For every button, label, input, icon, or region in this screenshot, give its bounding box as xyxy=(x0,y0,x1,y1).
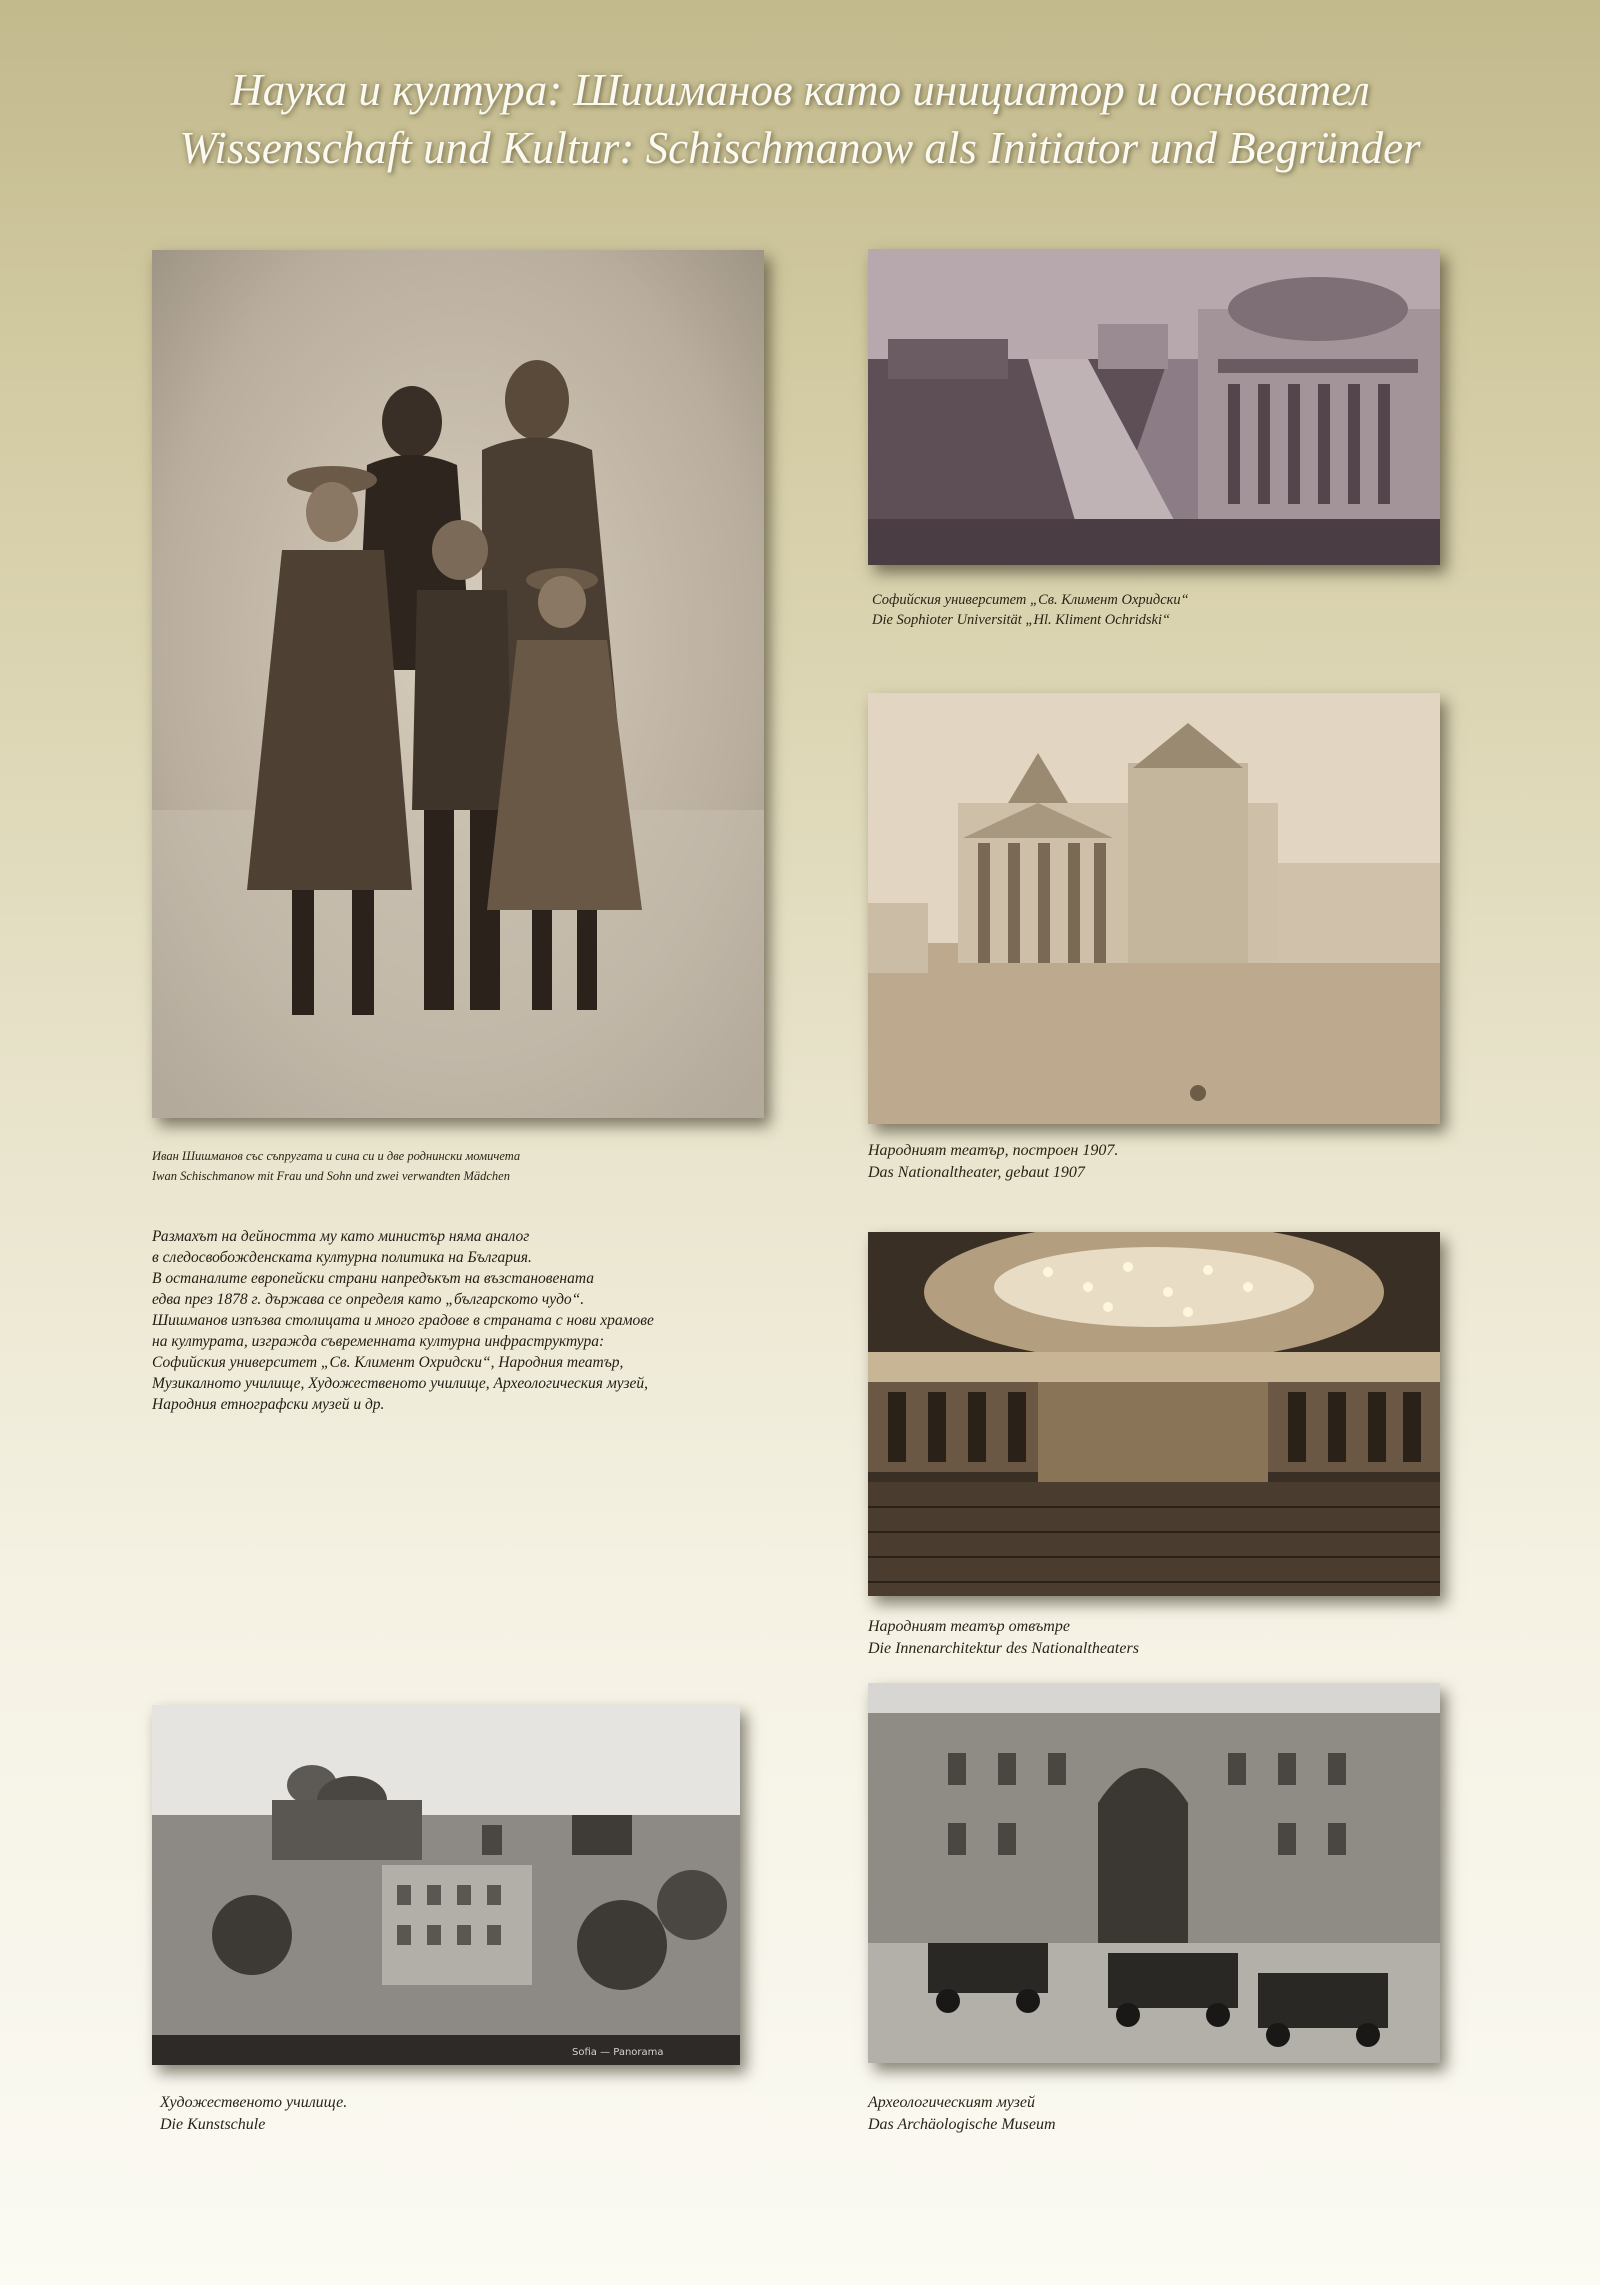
theatre-interior-caption-de: Die Innenarchitektur des Nationaltheaters xyxy=(868,1640,1139,1657)
theatre-photo xyxy=(868,693,1440,1124)
university-caption-bg: Софийския университет „Св. Климент Охридски“ xyxy=(872,592,1189,608)
museum-caption-de: Das Archäologische Museum xyxy=(868,2116,1056,2133)
body-line: едва през 1878 г. държава се определя като „българското чудо“. xyxy=(152,1291,585,1308)
family-caption-bg: Иван Шишманов със съпругата и сина си и две роднински момичета xyxy=(152,1149,521,1163)
body-line: в следосвобожденската културна политика на България. xyxy=(152,1249,532,1266)
theatre-caption xyxy=(868,1140,1118,1184)
body-line: Шишманов изпъзва столицата и много градове в страната с нови храмове xyxy=(152,1312,654,1329)
university-photo xyxy=(868,249,1440,565)
body-line: Софийския университет „Св. Климент Охридски“, Народния театър, xyxy=(152,1354,624,1371)
art-school-caption-de: Die Kunstschule xyxy=(160,2116,266,2133)
body-line: Размахът на дейността му като министър няма аналог xyxy=(152,1228,530,1245)
body-line: В останалите европейски страни напредъкът на възстановената xyxy=(152,1270,594,1287)
theatre-interior-caption-bg: Народният театър отвътре xyxy=(868,1618,1070,1635)
family-caption-de: Iwan Schischmanow mit Frau und Sohn und zwei verwandten Mädchen xyxy=(152,1169,510,1183)
page-title-german: Wissenschaft und Kultur: Schischmanow als Initiator und Begründer xyxy=(179,123,1421,173)
theatre-interior-photo xyxy=(868,1232,1440,1596)
museum-photo xyxy=(868,1683,1440,2063)
postcard-caption-text: Sofia — Panorama xyxy=(572,2047,664,2058)
body-line: Музикалното училище, Художественото училище, Археологическия музей, xyxy=(152,1375,649,1392)
page-title-bulgarian: Наука и култура: Шишманов като инициатор и основател xyxy=(230,65,1370,115)
art-school-photo xyxy=(152,1705,740,2065)
theatre-caption-bg: Народният театър, построен 1907. xyxy=(868,1142,1119,1159)
art-school-caption-bg: Художественото училище. xyxy=(160,2094,348,2111)
art-school-caption xyxy=(160,2092,347,2136)
university-caption-de: Die Sophioter Universität „Hl. Kliment Ochridski“ xyxy=(872,612,1171,628)
family-photo xyxy=(152,250,764,1118)
body-line: Народния етнографски музей и др. xyxy=(152,1396,385,1413)
museum-caption xyxy=(868,2092,1056,2136)
family-photo-caption xyxy=(152,1146,520,1186)
theatre-interior-caption xyxy=(868,1616,1139,1660)
university-caption xyxy=(872,590,1189,630)
body-line: на културата, изгражда съвременната културна инфраструктура: xyxy=(152,1333,605,1350)
museum-caption-bg: Археологическият музей xyxy=(868,2094,1036,2111)
theatre-caption-de: Das Nationaltheater, gebaut 1907 xyxy=(868,1164,1085,1181)
body-text xyxy=(152,1226,812,1415)
